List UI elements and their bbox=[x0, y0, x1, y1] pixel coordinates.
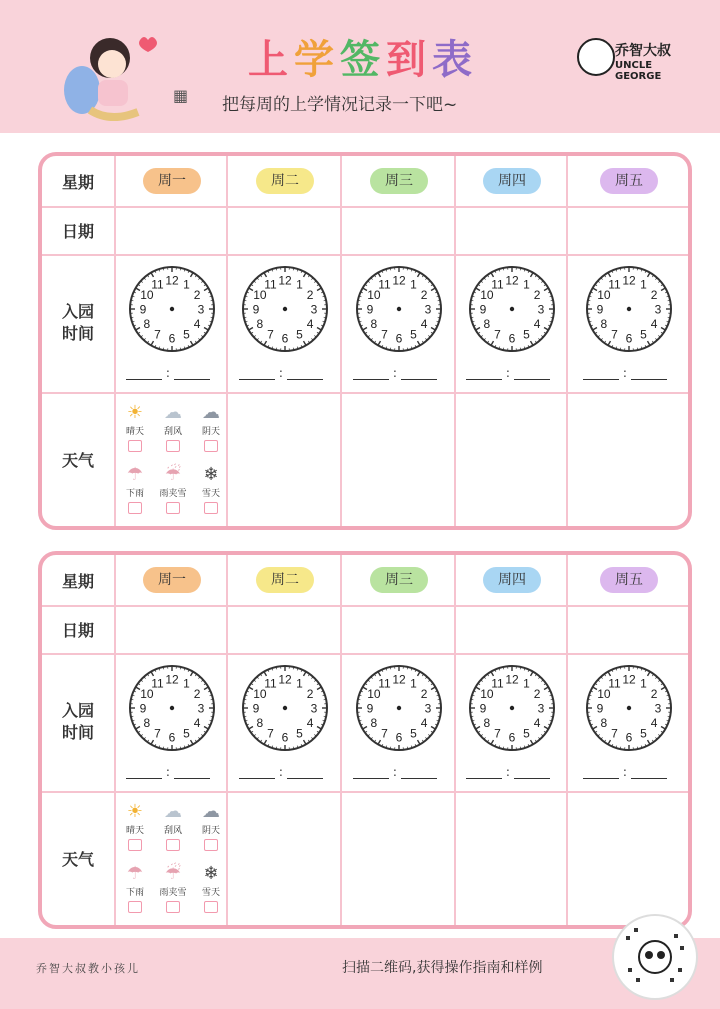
clock-number: 12 bbox=[278, 672, 292, 687]
clock-number: 3 bbox=[310, 701, 318, 716]
table-row-arrival bbox=[42, 254, 688, 394]
table-row-weather bbox=[42, 791, 688, 925]
hour-blank[interactable] bbox=[353, 768, 389, 779]
clock-number: 4 bbox=[533, 716, 541, 730]
clock-number: 4 bbox=[650, 317, 658, 331]
clock-number: 8 bbox=[143, 716, 151, 730]
clock-number: 6 bbox=[168, 730, 176, 745]
clock-face bbox=[584, 663, 674, 753]
time-separator: : bbox=[619, 366, 631, 380]
clock-number: 7 bbox=[267, 327, 274, 342]
clock-number: 4 bbox=[306, 317, 314, 331]
clock-number: 7 bbox=[611, 327, 618, 342]
weather-label: 刮风 bbox=[163, 427, 182, 437]
clock-number: 4 bbox=[193, 317, 201, 331]
footer-instruction: 扫描二维码,获得操作指南和样例 bbox=[342, 960, 543, 976]
minute-blank[interactable] bbox=[401, 369, 437, 380]
footer-slogan: 乔智大叔教小孩儿 bbox=[36, 962, 140, 975]
cell[interactable] bbox=[454, 653, 568, 791]
clock-number: 12 bbox=[392, 672, 406, 687]
sunny-icon: ☀ bbox=[126, 402, 144, 423]
cell[interactable] bbox=[340, 156, 456, 206]
clock-number: 8 bbox=[256, 716, 264, 730]
clock-number: 2 bbox=[533, 288, 541, 302]
clock-number: 5 bbox=[183, 327, 190, 342]
clock-face bbox=[240, 264, 330, 354]
clock-number: 6 bbox=[395, 730, 403, 745]
weather-label: 下雨 bbox=[125, 489, 144, 499]
snow-icon: ❄ bbox=[203, 863, 219, 884]
cell[interactable] bbox=[566, 206, 690, 254]
title-char: 上 bbox=[248, 37, 294, 83]
clock-number: 5 bbox=[523, 327, 530, 342]
cell[interactable] bbox=[454, 791, 568, 925]
weather-checkbox[interactable] bbox=[166, 502, 180, 514]
cell[interactable] bbox=[226, 791, 342, 925]
clock-number: 9 bbox=[596, 701, 604, 716]
time-separator: : bbox=[389, 366, 401, 380]
clock-number: 2 bbox=[533, 687, 541, 701]
clock-number: 8 bbox=[600, 317, 608, 331]
clock-number: 1 bbox=[410, 277, 417, 292]
minute-blank[interactable] bbox=[174, 369, 210, 380]
weather-checkbox[interactable] bbox=[166, 901, 180, 913]
weather-checkbox[interactable] bbox=[128, 839, 142, 851]
clock-number: 9 bbox=[139, 302, 147, 317]
qr-panda-icon bbox=[614, 916, 696, 998]
minute-blank[interactable] bbox=[287, 369, 323, 380]
minute-blank[interactable] bbox=[514, 369, 550, 380]
clock-number: 7 bbox=[154, 726, 161, 741]
day-label: 周一 bbox=[143, 567, 201, 593]
time-input[interactable] bbox=[583, 366, 667, 380]
time-input[interactable] bbox=[466, 366, 550, 380]
clock-number: 1 bbox=[296, 277, 303, 292]
clock-number: 7 bbox=[154, 327, 161, 342]
clock-number: 2 bbox=[306, 288, 314, 302]
day-label: 周二 bbox=[256, 168, 314, 194]
cell[interactable] bbox=[454, 206, 568, 254]
weather-checkbox[interactable] bbox=[204, 901, 218, 913]
clock-number: 8 bbox=[483, 317, 491, 331]
minute-blank[interactable] bbox=[174, 768, 210, 779]
clock-number: 5 bbox=[296, 327, 303, 342]
clock-number: 11 bbox=[378, 676, 391, 691]
clock-number: 7 bbox=[267, 726, 274, 741]
clock-number: 11 bbox=[264, 676, 277, 691]
hour-blank[interactable] bbox=[583, 768, 619, 779]
row-label-date: 日期 bbox=[61, 621, 94, 640]
clock-number: 7 bbox=[611, 726, 618, 741]
time-input[interactable] bbox=[466, 765, 550, 779]
clock-number: 2 bbox=[420, 687, 428, 701]
day-label: 周五 bbox=[600, 168, 658, 194]
qr-code[interactable] bbox=[612, 914, 698, 1000]
clock-number: 6 bbox=[625, 331, 633, 346]
clock-number: 4 bbox=[533, 317, 541, 331]
cell[interactable] bbox=[114, 206, 228, 254]
clock-number: 9 bbox=[366, 302, 374, 317]
clock-number: 12 bbox=[505, 273, 519, 288]
day-label: 周三 bbox=[370, 567, 428, 593]
clock-number: 10 bbox=[140, 288, 154, 302]
time-input[interactable] bbox=[239, 765, 323, 779]
clock-number: 12 bbox=[165, 672, 179, 687]
cell[interactable] bbox=[340, 392, 456, 526]
clock-number: 11 bbox=[608, 277, 621, 292]
clock-number: 11 bbox=[491, 277, 504, 292]
clock-face bbox=[467, 663, 557, 753]
girl-illustration bbox=[60, 28, 160, 128]
clock-number: 5 bbox=[296, 726, 303, 741]
page-title bbox=[248, 28, 478, 85]
arrival-label-line2: 时间 bbox=[61, 723, 94, 742]
cell[interactable] bbox=[454, 254, 568, 392]
clock-face bbox=[584, 264, 674, 354]
day-label: 周一 bbox=[143, 168, 201, 194]
clock-number: 12 bbox=[505, 672, 519, 687]
arrival-label-line2: 时间 bbox=[61, 324, 94, 343]
weather-label: 雪天 bbox=[201, 489, 220, 499]
time-separator: : bbox=[502, 366, 514, 380]
clock-number: 2 bbox=[650, 687, 658, 701]
clock-number: 9 bbox=[596, 302, 604, 317]
cloudy-icon: ☁ bbox=[202, 402, 220, 423]
clock-face bbox=[354, 663, 444, 753]
cell[interactable] bbox=[226, 555, 342, 605]
clock-number: 3 bbox=[197, 302, 205, 317]
clock-face bbox=[240, 663, 330, 753]
clock-number: 3 bbox=[537, 302, 545, 317]
clock-number: 9 bbox=[252, 701, 260, 716]
cell[interactable] bbox=[114, 555, 228, 605]
time-input[interactable] bbox=[126, 366, 210, 380]
cell[interactable] bbox=[566, 254, 690, 392]
clock-number: 2 bbox=[306, 687, 314, 701]
cell[interactable] bbox=[114, 653, 228, 791]
clock-number: 7 bbox=[381, 327, 388, 342]
sleet-icon: ☔ bbox=[164, 464, 182, 485]
row-label-week: 星期 bbox=[61, 572, 94, 591]
sleet-icon: ☔ bbox=[164, 863, 182, 884]
cell[interactable] bbox=[226, 206, 342, 254]
clock-number: 4 bbox=[420, 716, 428, 730]
time-separator: : bbox=[275, 366, 287, 380]
clock-number: 7 bbox=[494, 327, 501, 342]
row-label-weather: 天气 bbox=[61, 451, 94, 470]
cell[interactable] bbox=[226, 653, 342, 791]
clock-number: 8 bbox=[370, 716, 378, 730]
weather-label: 雪天 bbox=[201, 888, 220, 898]
clock-number: 5 bbox=[183, 726, 190, 741]
cell[interactable] bbox=[566, 605, 690, 653]
clock-number: 4 bbox=[193, 716, 201, 730]
clock-number: 9 bbox=[366, 701, 374, 716]
hour-blank[interactable] bbox=[126, 369, 162, 380]
clock-number: 10 bbox=[480, 687, 494, 701]
clock-number: 11 bbox=[151, 676, 164, 691]
clock-number: 3 bbox=[197, 701, 205, 716]
clock-number: 6 bbox=[508, 730, 516, 745]
arrival-label-line1: 入园 bbox=[61, 302, 94, 321]
clock-number: 12 bbox=[165, 273, 179, 288]
cell[interactable] bbox=[114, 392, 228, 526]
clock-number: 5 bbox=[410, 327, 417, 342]
time-input[interactable] bbox=[239, 366, 323, 380]
clock-number: 5 bbox=[523, 726, 530, 741]
clock-number: 7 bbox=[381, 726, 388, 741]
cell[interactable] bbox=[454, 156, 568, 206]
clock-number: 9 bbox=[479, 701, 487, 716]
clock-number: 9 bbox=[139, 701, 147, 716]
clock-number: 11 bbox=[264, 277, 277, 292]
cell[interactable] bbox=[566, 653, 690, 791]
clock-number: 3 bbox=[424, 302, 432, 317]
cell[interactable] bbox=[454, 605, 568, 653]
clock-number: 8 bbox=[143, 317, 151, 331]
arrival-label-line1: 入园 bbox=[61, 701, 94, 720]
clock-number: 8 bbox=[483, 716, 491, 730]
cell[interactable] bbox=[114, 254, 228, 392]
hour-blank[interactable] bbox=[583, 369, 619, 380]
clock-number: 1 bbox=[523, 277, 530, 292]
panda-icon bbox=[577, 38, 615, 76]
cell[interactable] bbox=[226, 605, 342, 653]
title-char: 表 bbox=[432, 37, 478, 83]
clock-number: 10 bbox=[367, 288, 381, 302]
weekly-table-2 bbox=[38, 551, 692, 929]
cell[interactable] bbox=[566, 156, 690, 206]
page-subtitle: 把每周的上学情况记录一下吧~ bbox=[222, 95, 458, 115]
hour-blank[interactable] bbox=[126, 768, 162, 779]
minute-blank[interactable] bbox=[401, 768, 437, 779]
minute-blank[interactable] bbox=[287, 768, 323, 779]
table-row-date bbox=[42, 206, 688, 256]
title-char: 到 bbox=[386, 37, 432, 83]
weather-label: 雨夹雪 bbox=[159, 888, 187, 898]
time-separator: : bbox=[162, 366, 174, 380]
time-separator: : bbox=[619, 765, 631, 779]
time-separator: : bbox=[162, 765, 174, 779]
weather-label: 阴天 bbox=[201, 826, 220, 836]
day-label: 周五 bbox=[600, 567, 658, 593]
time-separator: : bbox=[389, 765, 401, 779]
time-input[interactable] bbox=[126, 765, 210, 779]
hour-blank[interactable] bbox=[353, 369, 389, 380]
weather-label: 晴天 bbox=[125, 427, 144, 437]
day-label: 周二 bbox=[256, 567, 314, 593]
cell[interactable] bbox=[114, 156, 228, 206]
clock-number: 8 bbox=[600, 716, 608, 730]
hour-blank[interactable] bbox=[466, 768, 502, 779]
clock-number: 9 bbox=[479, 302, 487, 317]
weather-checkbox[interactable] bbox=[204, 502, 218, 514]
day-label: 周四 bbox=[483, 168, 541, 194]
clock-number: 10 bbox=[367, 687, 381, 701]
sunny-icon: ☀ bbox=[126, 801, 144, 822]
day-label: 周四 bbox=[483, 567, 541, 593]
brand-english: UNCLE GEORGE bbox=[615, 60, 662, 82]
clock-face bbox=[354, 264, 444, 354]
clock-number: 12 bbox=[622, 273, 636, 288]
row-label-date: 日期 bbox=[61, 222, 94, 241]
minute-blank[interactable] bbox=[514, 768, 550, 779]
clock-number: 6 bbox=[625, 730, 633, 745]
clock-number: 12 bbox=[622, 672, 636, 687]
windy-icon: ☁ bbox=[164, 801, 182, 822]
clock-number: 10 bbox=[140, 687, 154, 701]
clock-number: 4 bbox=[650, 716, 658, 730]
weather-label: 晴天 bbox=[125, 826, 144, 836]
clock-face bbox=[467, 264, 557, 354]
clock-number: 1 bbox=[183, 277, 190, 292]
time-separator: : bbox=[275, 765, 287, 779]
clock-number: 6 bbox=[395, 331, 403, 346]
clock-number: 12 bbox=[278, 273, 292, 288]
hour-blank[interactable] bbox=[239, 768, 275, 779]
clock-number: 6 bbox=[508, 331, 516, 346]
weather-checkbox[interactable] bbox=[128, 502, 142, 514]
clock-number: 12 bbox=[392, 273, 406, 288]
clock-number: 1 bbox=[296, 676, 303, 691]
clock-number: 8 bbox=[256, 317, 264, 331]
table-row-arrival bbox=[42, 653, 688, 793]
row-label-arrival bbox=[42, 700, 114, 744]
clock-number: 9 bbox=[252, 302, 260, 317]
clock-number: 3 bbox=[654, 701, 662, 716]
rain-icon: ☂ bbox=[126, 464, 144, 485]
clock-number: 4 bbox=[420, 317, 428, 331]
clock-number: 10 bbox=[253, 687, 267, 701]
clock-number: 11 bbox=[608, 676, 621, 691]
weather-label: 刮风 bbox=[163, 826, 182, 836]
clock-number: 3 bbox=[310, 302, 318, 317]
weather-checkbox[interactable] bbox=[128, 440, 142, 452]
clock-number: 11 bbox=[491, 676, 504, 691]
clock-number: 5 bbox=[640, 726, 647, 741]
clock-number: 1 bbox=[640, 676, 647, 691]
clock-number: 1 bbox=[183, 676, 190, 691]
cell[interactable] bbox=[340, 555, 456, 605]
cloudy-icon: ☁ bbox=[202, 801, 220, 822]
cell[interactable] bbox=[454, 392, 568, 526]
day-label: 周三 bbox=[370, 168, 428, 194]
cell[interactable] bbox=[226, 254, 342, 392]
table-row-week bbox=[42, 156, 688, 208]
clock-number: 3 bbox=[424, 701, 432, 716]
stamp-icon: ▦ bbox=[173, 86, 189, 105]
clock-number: 1 bbox=[410, 676, 417, 691]
clock-number: 6 bbox=[168, 331, 176, 346]
cell[interactable] bbox=[566, 555, 690, 605]
weather-label: 雨夹雪 bbox=[159, 489, 187, 499]
clock-number: 3 bbox=[654, 302, 662, 317]
clock-number: 5 bbox=[640, 327, 647, 342]
clock-number: 6 bbox=[281, 730, 289, 745]
cell[interactable] bbox=[340, 653, 456, 791]
brand-name: 乔智大叔 bbox=[615, 43, 671, 59]
hour-blank[interactable] bbox=[466, 369, 502, 380]
clock-number: 1 bbox=[640, 277, 647, 292]
weather-checkbox[interactable] bbox=[128, 901, 142, 913]
title-char: 签 bbox=[340, 37, 386, 83]
hour-blank[interactable] bbox=[239, 369, 275, 380]
cell[interactable] bbox=[566, 392, 690, 526]
weather-label: 下雨 bbox=[125, 888, 144, 898]
clock-number: 2 bbox=[650, 288, 658, 302]
minute-blank[interactable] bbox=[631, 768, 667, 779]
time-input[interactable] bbox=[353, 765, 437, 779]
cell[interactable] bbox=[340, 791, 456, 925]
title-char: 学 bbox=[294, 37, 340, 83]
clock-number: 5 bbox=[410, 726, 417, 741]
clock-number: 4 bbox=[306, 716, 314, 730]
cell[interactable] bbox=[340, 206, 456, 254]
cell[interactable] bbox=[114, 605, 228, 653]
weather-checkbox[interactable] bbox=[204, 839, 218, 851]
cell[interactable] bbox=[114, 791, 228, 925]
clock-number: 10 bbox=[253, 288, 267, 302]
clock-number: 3 bbox=[537, 701, 545, 716]
clock-number: 1 bbox=[523, 676, 530, 691]
brand-logo bbox=[577, 38, 697, 82]
clock-number: 11 bbox=[378, 277, 391, 292]
table-row-week bbox=[42, 555, 688, 607]
snow-icon: ❄ bbox=[203, 464, 219, 485]
clock-number: 6 bbox=[281, 331, 289, 346]
weather-checkbox[interactable] bbox=[166, 839, 180, 851]
weather-checkbox[interactable] bbox=[204, 440, 218, 452]
cell[interactable] bbox=[226, 392, 342, 526]
cell[interactable] bbox=[340, 605, 456, 653]
cell[interactable] bbox=[566, 791, 690, 925]
cell[interactable] bbox=[454, 555, 568, 605]
clock-number: 7 bbox=[494, 726, 501, 741]
weather-label: 阴天 bbox=[201, 427, 220, 437]
clock-number: 2 bbox=[193, 288, 201, 302]
clock-number: 2 bbox=[193, 687, 201, 701]
clock-number: 2 bbox=[420, 288, 428, 302]
row-label-arrival bbox=[42, 301, 114, 345]
weekly-table-1 bbox=[38, 152, 692, 530]
clock-number: 8 bbox=[370, 317, 378, 331]
row-label-week: 星期 bbox=[61, 173, 94, 192]
cell[interactable] bbox=[340, 254, 456, 392]
table-row-date bbox=[42, 605, 688, 655]
rain-icon: ☂ bbox=[126, 863, 144, 884]
time-separator: : bbox=[502, 765, 514, 779]
clock-number: 10 bbox=[597, 687, 611, 701]
cell[interactable] bbox=[226, 156, 342, 206]
clock-face bbox=[127, 663, 217, 753]
windy-icon: ☁ bbox=[164, 402, 182, 423]
clock-number: 10 bbox=[597, 288, 611, 302]
clock-face bbox=[127, 264, 217, 354]
minute-blank[interactable] bbox=[631, 369, 667, 380]
clock-number: 10 bbox=[480, 288, 494, 302]
table-row-weather bbox=[42, 392, 688, 526]
clock-number: 11 bbox=[151, 277, 164, 292]
time-input[interactable] bbox=[353, 366, 437, 380]
time-input[interactable] bbox=[583, 765, 667, 779]
row-label-weather: 天气 bbox=[61, 850, 94, 869]
weather-checkbox[interactable] bbox=[166, 440, 180, 452]
